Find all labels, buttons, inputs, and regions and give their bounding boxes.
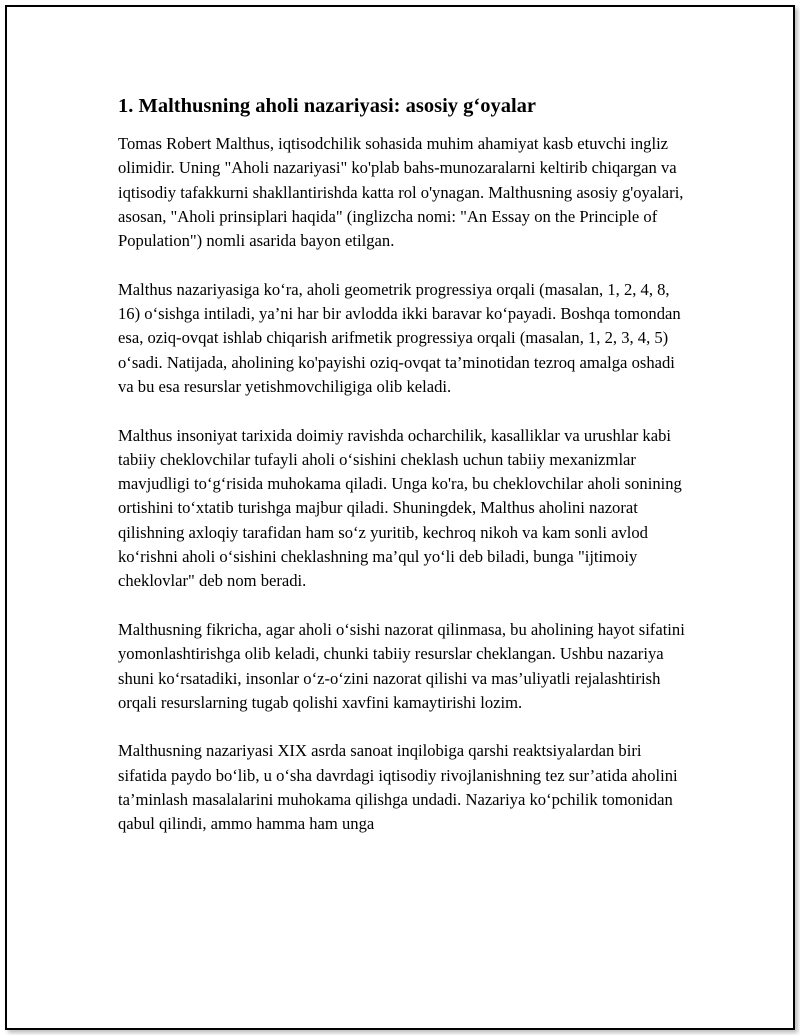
paragraph-5: Malthusning nazariyasi XIX asrda sanoat inqilobiga qarshi reaktsiyalardan biri sifatida paydo bo‘lib, u o‘sha davrdagi iqtisodiy rivojlanishning tez sur’atida aholini ta’minlash masalalarini muhokama qilishga undadi. Nazariya ko‘pchilik tomonidan qabul qilindi, ammo hamma ham unga bbox=[118, 741, 678, 834]
paragraph-1: Tomas Robert Malthus, iqtisodchilik sohasida muhim ahamiyat kasb etuvchi ingliz olimidir. Uning "Aholi nazariyasi" ko'plab bahs-munozaralarni keltirib chiqargan va iqtisodiy tafakkurni shakllantirishda katta rol o'ynagan. Malthusning asosiy g'oyalari, asosan, "Aholi prinsiplari haqida" (inglizcha nomi: "An Essay on the Principle of Population") nomli asarida bayon etilgan. bbox=[118, 134, 684, 251]
paragraph-4: Malthusning fikricha, agar aholi o‘sishi nazorat qilinmasa, bu aholining hayot sifatini yomonlashtirishga olib keladi, chunki tabiiy resurslar cheklangan. Ushbu nazariya shuni ko‘rsatadiki, insonlar o‘z-o‘zini nazorat qilishi va mas’uliyatli rejalashtirish orqali resurslarning tugab qolishi xavfini kamaytirishi lozim. bbox=[118, 619, 685, 712]
document-body bbox=[118, 92, 686, 861]
paragraph-2: Malthus nazariyasiga ko‘ra, aholi geometrik progressiya orqali (masalan, 1, 2, 4, 8, 16) o‘sishga intiladi, ya’ni har bir avlodda ikki baravar ko‘payadi. Boshqa tomondan esa, oziq-ovqat ishlab chiqarish arifmetik progressiya orqali (masalan, 1, 2, 3, 4, 5) o‘sadi. Natijada, aholining ko'payishi oziq-ovqat ta’minotidan tezroq amalga oshadi va bu esa resurslar yetishmovchiligiga olib keladi. bbox=[118, 279, 681, 396]
paragraph-3: Malthus insoniyat tarixida doimiy ravishda ocharchilik, kasalliklar va urushlar kabi tabiiy cheklovchilar tufayli aholi o‘sishini cheklash uchun tabiiy mexanizmlar mavjudligi to‘g‘risida muhokama qiladi. Unga ko'ra, bu cheklovchilar aholi sonining ortishini to‘xtatib turishga majbur qiladi. Shuningdek, Malthus aholini nazorat qilishning axloqiy tarafidan ham so‘z yuritib, kechroq nikoh va kam sonli avlod ko‘rishni aholi o‘sishini cheklashning ma’qul yo‘li deb biladi, bunga "ijtimoiy cheklovlar" deb nom beradi. bbox=[118, 425, 682, 591]
section-heading: 1. Malthusning aholi nazariyasi: asosiy g‘oyalar bbox=[118, 95, 537, 117]
